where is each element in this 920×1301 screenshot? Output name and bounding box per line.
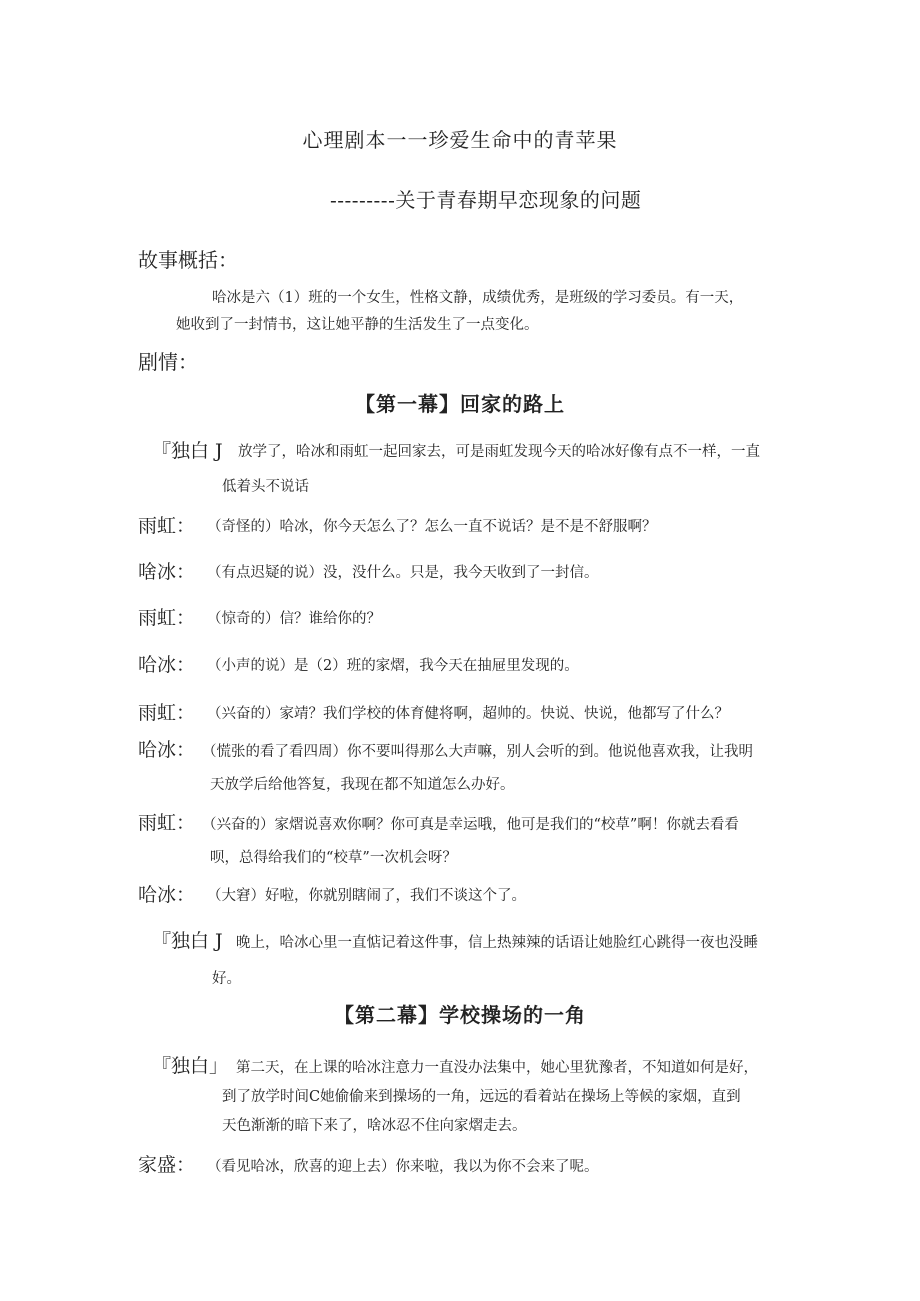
dialogue-line: （有点迟疑的说）没，没什么。只是，我今天收到了一封信。 xyxy=(207,565,599,581)
dialogue-line: （惊奇的）信？谁给你的？ xyxy=(207,611,381,627)
dialogue-speaker: 家盛： xyxy=(138,1154,196,1176)
dialogue-speaker: 雨虹： xyxy=(138,702,196,724)
act1-monologue-label: 『独白 J xyxy=(152,440,223,462)
dialogue-line-continued: 呗，总得给我们的“校草”一次机会呀？ xyxy=(210,850,457,866)
act1-monologue2-line-2: 好。 xyxy=(212,971,241,987)
dialogue-speaker: 哈冰： xyxy=(138,739,196,761)
act2-title: 【第二幕】学校操场的一角 xyxy=(334,1003,586,1027)
dialogue-line: （兴奋的）家靖？我们学校的体育健将啊，超帅的。快说、快说，他都写了什么？ xyxy=(207,706,729,722)
act2-monologue-line-1: 第二天，在上课的哈冰注意力一直没办法集中，她心里犹豫者，不知道如何是好， xyxy=(236,1060,758,1076)
dialogue-line: （奇怪的）哈冰，你今天怎么了？怎么一直不说话？是不是不舒服啊？ xyxy=(207,519,657,535)
dialogue-speaker: 雨虹： xyxy=(138,812,196,834)
dialogue-speaker: 雨虹： xyxy=(138,607,196,629)
act1-monologue2-label: 『独白 J xyxy=(152,930,223,952)
dialogue-speaker: 哈冰： xyxy=(138,884,196,906)
dialogue-speaker: 哈冰： xyxy=(138,654,196,676)
act1-monologue2-line-1: 晚上，哈冰心里一直惦记着这件事，信上热辣辣的话语让她脸红心跳得一夜也没睡 xyxy=(236,935,758,951)
dialogue-line-continued: 天放学后给他答复，我现在都不知道怎么办好。 xyxy=(210,777,515,793)
page-subtitle: ---------关于青春期早恋现象的问题 xyxy=(330,188,642,212)
dialogue-line: （小声的说）是（2）班的家熠，我今天在抽屉里发现的。 xyxy=(207,658,579,674)
act1-title: 【第一幕】回家的路上 xyxy=(355,392,565,416)
dialogue-speaker: 雨虹： xyxy=(138,515,196,537)
summary-heading: 故事概括： xyxy=(138,248,238,272)
act1-monologue-line-1: 放学了，哈冰和雨虹一起回家去，可是雨虹发现今天的哈冰好像有点不一样，一直 xyxy=(238,444,760,460)
act2-monologue-line-3: 天色渐渐的暗下来了，啥冰忍不住向家熠走去。 xyxy=(222,1118,527,1134)
act2-monologue-line-2: 到了放学时间C她偷偷来到操场的一角，远远的看着站在操场上等候的家烟，直到 xyxy=(222,1089,741,1105)
plot-heading: 剧情： xyxy=(138,350,198,374)
dialogue-line: （大窘）好啦，你就别瞎闹了，我们不谈这个了。 xyxy=(207,888,526,904)
act1-monologue-line-2: 低着头不说话 xyxy=(222,479,309,495)
dialogue-speaker: 啥冰： xyxy=(138,561,196,583)
summary-line-1: 哈冰是六（1）班的一个女生，性格文静，成绩优秀，是班级的学习委员。有一天， xyxy=(212,290,744,306)
dialogue-line: （慌张的看了看四周）你不要叫得那么大声嘛，别人会听的到。他说他喜欢我，让我明 xyxy=(202,744,753,760)
dialogue-line: （兴奋的）家熠说喜欢你啊？你可真是幸运哦，他可是我们的“校草”啊！你就去看看 xyxy=(202,817,739,833)
summary-line-2: 她收到了一封情书，这让她平静的生活发生了一点变化。 xyxy=(176,317,539,333)
page-title: 心理剧本一一珍爱生命中的青苹果 xyxy=(302,128,618,152)
act2-monologue-label: 『独白」 xyxy=(152,1055,229,1077)
dialogue-line: （看见哈冰，欣喜的迎上去）你来啦，我以为你不会来了呢。 xyxy=(207,1159,599,1175)
